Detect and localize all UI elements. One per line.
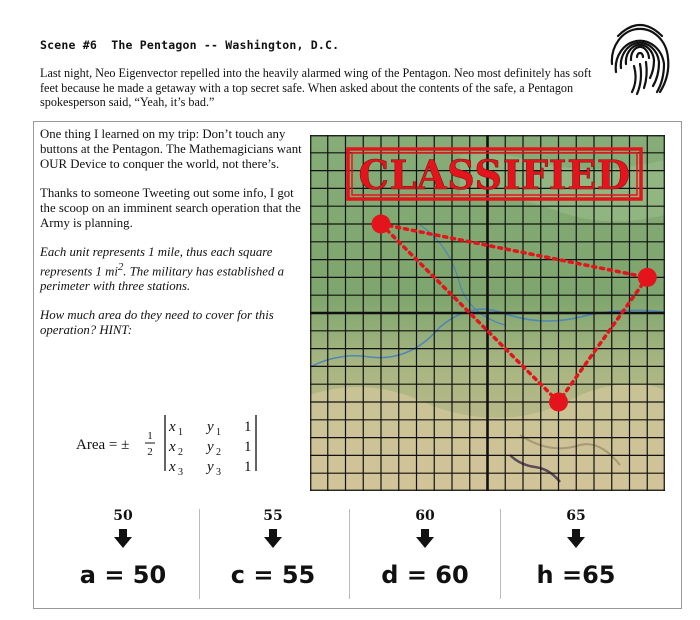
determinant-y-entry: y (207, 439, 214, 455)
determinant-x-subscript: 3 (178, 467, 183, 475)
determinant-x-subscript: 1 (178, 427, 183, 438)
station-marker (549, 393, 568, 412)
formula-lhs: Area = ± (76, 437, 130, 453)
answer-choice-a[interactable] (48, 507, 198, 603)
determinant-one-entry: 1 (244, 419, 252, 435)
determinant-y-subscript: 3 (216, 467, 221, 475)
determinant-one-entry: 1 (244, 459, 252, 475)
determinant-x-entry: x (169, 439, 176, 455)
answer-label: a = 50 (79, 561, 167, 589)
pentagon-map (310, 135, 665, 491)
answer-label: d = 60 (381, 561, 469, 589)
story-text (40, 127, 306, 352)
answer-number: 50 (113, 508, 133, 524)
answer-choices (48, 507, 654, 603)
determinant-y-entry: y (207, 459, 214, 475)
area-determinant-formula (76, 411, 276, 475)
formula-fraction-denominator: 2 (147, 446, 153, 458)
station-marker (638, 268, 657, 287)
classified-stamp-text: CLASSIFIED (358, 152, 631, 199)
answer-number: 55 (263, 508, 283, 524)
units-superscript: 2 (117, 262, 124, 273)
scene-title: Scene #6 The Pentagon -- Washington, D.C. (40, 38, 340, 52)
story-paragraph-3 (40, 245, 306, 294)
arrow-down-icon (263, 529, 283, 549)
determinant-x-entry: x (169, 419, 176, 435)
determinant-x-subscript: 2 (178, 447, 183, 458)
answer-choice-h[interactable] (501, 507, 651, 603)
fingerprint-icon (604, 14, 676, 100)
story-paragraph-1: One thing I learned on my trip: Don’t touch any buttons at the Pentagon. The Mathemagicians want OUR Device to conquer the world, not there’s. (40, 127, 302, 171)
story-question: How much area do they need to cover for this operation? HINT: (40, 308, 274, 338)
classified-stamp (348, 149, 641, 199)
determinant-y-entry: y (207, 419, 214, 435)
answer-number: 60 (415, 508, 435, 524)
station-marker (372, 215, 391, 234)
determinant-y-subscript: 1 (216, 427, 221, 438)
determinant-one-entry: 1 (244, 439, 252, 455)
arrow-down-icon (566, 529, 586, 549)
perimeter-text: . The military has established a perimeter with three stations. (40, 264, 284, 294)
answer-number: 65 (566, 508, 586, 524)
units-text: Each unit represents 1 mile, thus each square represents 1 mi (40, 245, 273, 279)
answer-choice-c[interactable] (198, 507, 348, 603)
intro-paragraph: Last night, Neo Eigenvector repelled into the heavily alarmed wing of the Pentagon. Neo most definitely has soft feet because he made a getaway with a top secret safe. When asked about the contents of the safe, a Pentagon spokesperson said, “Yeah, it’s bad.” (40, 66, 592, 109)
answer-label: h =65 (536, 561, 616, 589)
story-paragraph-2: Thanks to someone Tweeting out some info, I got the scoop on an imminent search operation that the Army is planning. (40, 186, 301, 230)
determinant-y-subscript: 2 (216, 447, 221, 458)
answer-label: c = 55 (230, 561, 316, 589)
arrow-down-icon (415, 529, 435, 549)
determinant-x-entry: x (169, 459, 176, 475)
formula-fraction-numerator: 1 (147, 430, 153, 442)
answer-choice-d[interactable] (350, 507, 500, 603)
arrow-down-icon (113, 529, 133, 549)
